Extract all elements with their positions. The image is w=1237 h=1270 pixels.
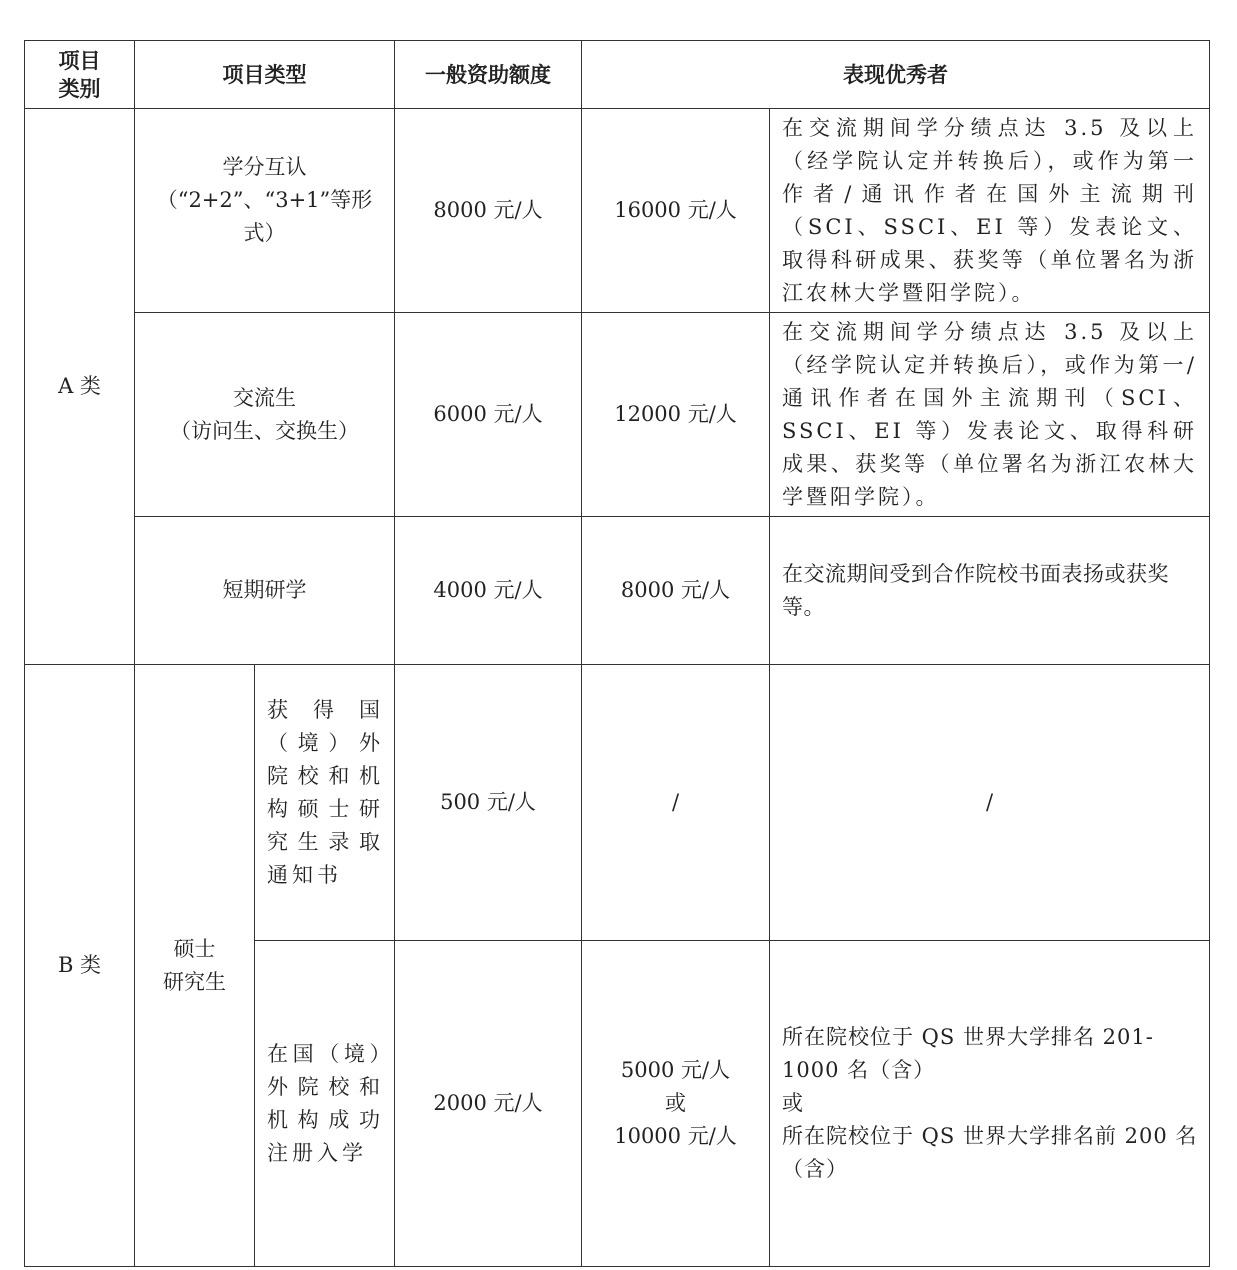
table-row [25,313,1210,517]
excellent-amount-line: 5000 元/人 [620,1058,731,1082]
header-general-amount: 一般资助额度 [395,41,582,109]
excellent-desc-line: 或 [782,1091,804,1115]
general-amount: 2000 元/人 [395,941,582,1267]
excellent-amount: / [582,665,770,941]
excellent-amount-line: 或 [665,1091,686,1115]
excellent-desc-line: 所在院校位于 QS 世界大学排名前 200 名（含） [782,1124,1198,1181]
excellent-desc [770,941,1210,1267]
general-amount: 6000 元/人 [395,313,582,517]
funding-table [24,40,1210,1267]
category-b: B 类 [25,665,135,1267]
excellent-desc: 在交流期间学分绩点达 3.5 及以上（经学院认定并转换后），或作为第一/通讯作者在国外主流期刊（SCI、SSCI、EI 等）发表论文、取得科研成果、获奖等（单位署名为浙江农林大学暨阳学院）。 [770,313,1210,517]
excellent-amount-line: 10000 元/人 [614,1124,737,1148]
general-amount: 500 元/人 [395,665,582,941]
project-type-line: 式） [243,221,286,245]
project-type-line: （访问生、交换生） [170,418,359,443]
header-category-line: 类别 [58,76,101,101]
project-type-line: （“2+2”、“3+1”等形 [156,188,373,212]
project-type: 在国（境）外院校和机构成功注册入学 [255,941,395,1267]
group-label [135,665,255,1267]
project-type: 获得国（境）外院校和机构硕士研究生录取通知书 [255,665,395,941]
general-amount: 8000 元/人 [395,109,582,313]
excellent-desc: 在交流期间学分绩点达 3.5 及以上（经学院认定并转换后），或作为第一作者/通讯作者在国外主流期刊（SCI、SSCI、EI 等）发表论文、取得科研成果、获奖等（单位署名为浙江农林大学暨阳学院）。 [770,109,1210,313]
excellent-amount: 12000 元/人 [582,313,770,517]
group-label-line: 硕士 [173,936,216,961]
excellent-amount: 16000 元/人 [582,109,770,313]
header-category-line: 项目 [58,48,101,73]
project-type-line: 交流生 [233,385,296,410]
excellent-amount [582,941,770,1267]
project-type-line: 学分互认 [222,155,307,179]
header-category [25,41,135,109]
excellent-desc: 在交流期间受到合作院校书面表扬或获奖等。 [770,517,1210,665]
excellent-amount: 8000 元/人 [582,517,770,665]
group-label-line: 研究生 [163,969,226,994]
category-a: A 类 [25,109,135,665]
header-row [25,41,1210,109]
header-excellent: 表现优秀者 [582,41,1210,109]
project-type [135,517,395,665]
header-type: 项目类型 [135,41,395,109]
table-row [25,517,1210,665]
project-type [135,109,395,313]
table-row [25,665,1210,941]
excellent-desc-line: 所在院校位于 QS 世界大学排名 201-1000 名（含） [782,1025,1154,1082]
project-type-line: 短期研学 [222,578,307,602]
table-row [25,109,1210,313]
excellent-desc: / [770,665,1210,941]
general-amount: 4000 元/人 [395,517,582,665]
project-type [135,313,395,517]
